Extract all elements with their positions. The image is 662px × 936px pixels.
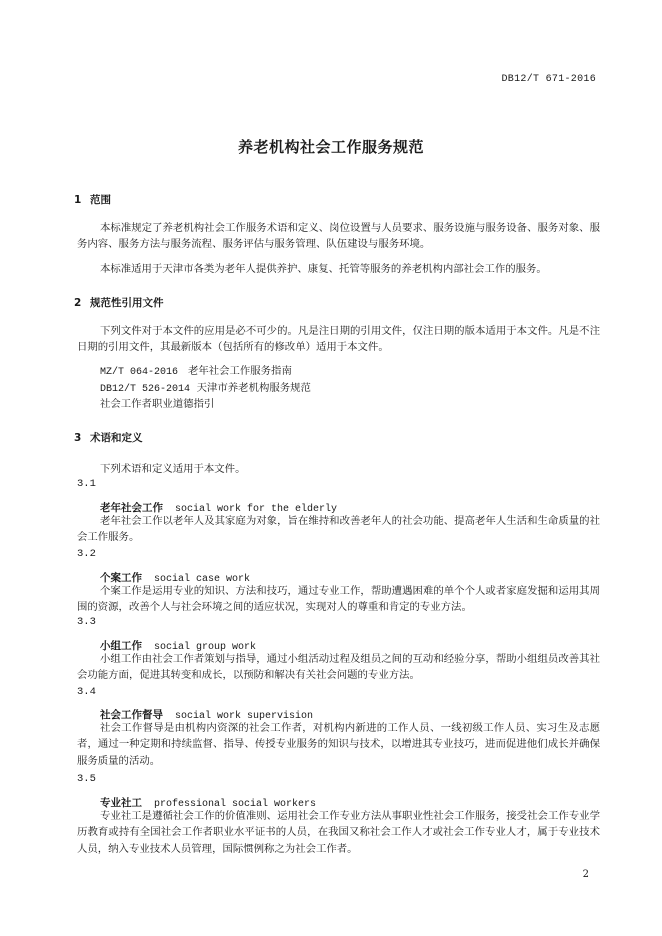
reference-title: 老年社会工作服务指南 <box>187 365 292 377</box>
section-3-heading <box>74 430 143 445</box>
term-chinese: 小组工作 <box>100 640 142 652</box>
term-definition: 老年社会工作以老年人及其家庭为对象，旨在维持和改善老年人的社会功能、提高老年人生活和生命质量的社会工作服务。 <box>77 515 600 544</box>
term-english: social group work <box>154 642 257 653</box>
term-definition: 社会工作督导是由机构内资深的社会工作者，对机构内新进的工作人员、一线初级工作人员、实习生及志愿者，通过一种定期和持续监督、指导、传授专业服务的知识与技术，以增进其专业技巧，进而促进他们成长并确保服务质量的活动。 <box>77 722 600 767</box>
term-number: 3.2 <box>77 548 96 560</box>
term-english: social work supervision <box>175 711 314 722</box>
section-title: 范围 <box>90 194 111 206</box>
reference-item <box>100 362 292 378</box>
term-definition: 个案工作是运用专业的知识、方法和技巧，通过专业工作，帮助遭遇困难的单个个人或者家庭发掘和运用其周围的资源，改善个人与社会环境之间的适应状况，实现对人的尊重和肯定的专业方法。 <box>77 585 600 614</box>
section-number: 1 <box>74 194 82 206</box>
section-2-heading <box>74 295 164 310</box>
term-english: professional social workers <box>154 799 317 810</box>
term-chinese: 专业社工 <box>100 797 142 809</box>
section-1-paragraph-2: 本标准适用于天津市各类为老年人提供养护、康复、托管等服务的养老机构内部社会工作的服务。 <box>100 263 547 275</box>
section-1-paragraph-1: 本标准规定了养老机构社会工作服务术语和定义、岗位设置与人员要求、服务设施与服务设备、服务对象、服务内容、服务方法与服务流程、服务评估与服务管理、队伍建设与服务环境。 <box>77 222 600 251</box>
reference-title: 天津市养老机构服务规范 <box>196 382 311 394</box>
page-number: 2 <box>582 869 589 880</box>
term-chinese: 社会工作督导 <box>100 709 163 721</box>
reference-item <box>100 395 214 410</box>
section-title: 术语和定义 <box>90 432 143 444</box>
section-2-intro: 下列文件对于本文件的应用是必不可少的。凡是注日期的引用文件，仅注日期的版本适用于本文件。凡是不注日期的引用文件，其最新版本（包括所有的修改单）适用于本文件。 <box>77 325 600 354</box>
term-number: 3.4 <box>77 686 96 698</box>
reference-code: DB12/T 526-2014 <box>100 384 191 395</box>
document-title: 养老机构社会工作服务规范 <box>237 138 424 156</box>
term-definition: 小组工作由社会工作者策划与指导，通过小组活动过程及组员之间的互动和经验分享，帮助小组组员改善其社会功能方面，促进其转变和成长，以预防和解决有关社会问题的专业方法。 <box>77 653 600 682</box>
reference-title: 社会工作者职业道德指引 <box>100 398 215 410</box>
section-3-intro: 下列术语和定义适用于本文件。 <box>100 463 246 475</box>
term-english: social work for the elderly <box>175 504 338 515</box>
term-number: 3.1 <box>77 478 96 490</box>
section-number: 3 <box>74 432 82 444</box>
term-chinese: 老年社会工作 <box>100 502 163 514</box>
term-number: 3.5 <box>77 773 96 785</box>
term-number: 3.3 <box>77 616 96 628</box>
reference-item <box>100 379 311 395</box>
term-chinese: 个案工作 <box>100 572 142 584</box>
document-code: DB12/T 671-2016 <box>501 74 596 85</box>
section-number: 2 <box>74 297 82 309</box>
term-definition: 专业社工是遵循社会工作的价值准则、运用社会工作专业方法从事职业性社会工作服务，接受社会工作专业学历教育或持有全国社会工作者职业水平证书的人员，在我国又称社会工作人才或社会工作专业人才，属于专业技术人员，纳入专业技术人员管理，国际惯例称之为社会工作者。 <box>77 810 600 855</box>
section-1-heading <box>74 192 111 207</box>
section-title: 规范性引用文件 <box>90 297 164 309</box>
term-english: social case work <box>154 574 251 585</box>
reference-code: MZ/T 064-2016 <box>100 367 179 378</box>
